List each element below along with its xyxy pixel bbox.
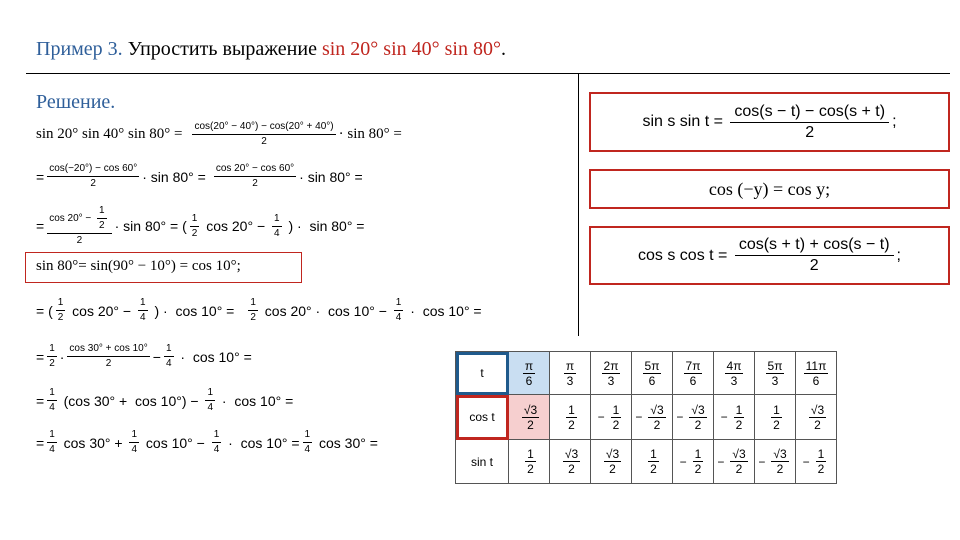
formula-text: cos (−y) = cos y;	[708, 178, 831, 199]
fraction	[523, 359, 535, 388]
step-text: ) · sin 80° =	[284, 218, 365, 234]
numerator: √3	[605, 447, 620, 461]
fraction	[689, 403, 706, 432]
fraction	[725, 359, 744, 388]
denominator: 2	[192, 134, 335, 147]
step-text: cos 30° =	[315, 434, 378, 451]
header-t: t	[456, 352, 509, 395]
numerator: cos 30° + cos 10°	[69, 343, 148, 354]
denominator: 3	[564, 373, 576, 388]
denominator: 3	[725, 373, 744, 388]
denominator: 2	[612, 417, 620, 432]
fraction	[816, 447, 827, 476]
table-cell-cos	[550, 395, 591, 440]
denominator: 4	[165, 358, 172, 369]
fraction	[730, 447, 747, 476]
table-cell-sin	[591, 440, 632, 484]
table-cell-angle	[673, 352, 714, 395]
denominator: 2	[650, 462, 657, 476]
table-cell-cos	[755, 395, 796, 440]
step-line-6	[36, 344, 252, 369]
denominator: 2	[47, 176, 139, 189]
table-cell-cos	[673, 395, 714, 440]
numerator: 1	[735, 402, 743, 417]
cell-value	[561, 359, 579, 388]
step-line-8	[36, 430, 378, 455]
numerator: π	[565, 358, 575, 373]
step-text: (cos 30° + cos 10°) −	[59, 392, 203, 409]
table-cell-sin	[509, 440, 550, 484]
step-text: =	[36, 392, 45, 409]
title-period: .	[500, 38, 506, 60]
numerator: 11π	[805, 358, 827, 373]
cell-value	[681, 359, 706, 388]
formula-left: cos s cos t =	[638, 246, 732, 264]
example-number: Пример 3.	[36, 38, 123, 60]
fraction	[643, 359, 662, 388]
numerator: √3	[523, 402, 538, 417]
table-cell-sin	[796, 440, 837, 484]
denominator: 2	[522, 417, 539, 432]
sign: −	[720, 410, 728, 424]
denominator: 6	[684, 373, 703, 388]
table-cell-cos	[591, 395, 632, 440]
fraction	[611, 403, 622, 432]
fraction	[47, 206, 111, 246]
fraction	[602, 359, 621, 388]
denominator: 2	[99, 220, 105, 231]
solution-heading: Решение.	[36, 91, 116, 113]
numerator: 5π	[767, 358, 783, 373]
cell-value	[717, 447, 750, 476]
cell-value	[722, 359, 747, 388]
cell-value	[721, 403, 748, 432]
fraction	[566, 403, 577, 432]
step-line-3	[36, 206, 364, 246]
step-line-2	[36, 164, 363, 189]
denominator: 6	[804, 373, 829, 388]
denominator: 2	[604, 461, 621, 476]
denominator: 2	[191, 227, 198, 239]
step-text: cos 30° +	[59, 434, 127, 451]
cell-value	[676, 403, 709, 432]
cell-value	[520, 359, 538, 388]
cell-value	[642, 447, 662, 476]
denominator: 4	[213, 444, 220, 455]
table-cell-sin	[550, 440, 591, 484]
step-line-5	[36, 298, 482, 323]
denominator: 4	[395, 312, 402, 323]
fraction	[648, 447, 659, 476]
table-cell-angle	[509, 352, 550, 395]
fraction	[730, 102, 889, 143]
denominator: 2	[689, 417, 706, 432]
denominator: 4	[131, 444, 138, 455]
fraction	[47, 164, 139, 189]
denominator: 2	[568, 417, 575, 432]
cell-value	[758, 447, 791, 476]
numerator: 1	[694, 447, 702, 461]
numerator: √3	[650, 402, 664, 417]
cell-value	[557, 447, 583, 476]
sign: −	[635, 410, 643, 424]
fraction	[97, 206, 107, 231]
fraction	[47, 388, 57, 413]
fraction	[648, 403, 665, 432]
denominator: 2	[735, 417, 743, 432]
step-text: ·	[59, 348, 65, 365]
numerator: √3	[773, 447, 787, 461]
sign: −	[676, 410, 684, 424]
step-text: sin 80°= sin(90° − 10°) = cos 10°;	[36, 258, 241, 274]
fraction	[47, 344, 57, 369]
denominator: 4	[49, 444, 55, 455]
numerator: 1	[274, 212, 280, 224]
table-row-angles	[456, 352, 837, 395]
fraction	[67, 344, 149, 369]
step-text: =	[36, 168, 45, 185]
table-cell-angle	[550, 352, 591, 395]
step-text: · cos 10° =	[176, 348, 252, 365]
step-text: cos 10° −	[142, 434, 209, 451]
cell-value	[803, 403, 829, 432]
fraction	[809, 403, 826, 432]
numerator: √3	[564, 447, 579, 461]
cell-value	[560, 403, 580, 432]
fraction	[248, 298, 258, 323]
fraction	[272, 214, 282, 239]
numerator: 1	[49, 343, 55, 354]
numerator: 5π	[644, 358, 660, 373]
header-sin: sin t	[456, 440, 509, 484]
denominator: 2	[730, 122, 889, 143]
table-cell-sin	[714, 440, 755, 484]
formula-box-cos-even	[589, 169, 950, 209]
fraction	[525, 447, 536, 476]
table-cell-angle	[796, 352, 837, 395]
step-text: · sin 80° = (	[114, 218, 187, 234]
fraction	[771, 403, 782, 432]
title-divider	[26, 73, 950, 74]
step-text: · sin 80° =	[142, 168, 206, 185]
trig-values-table	[455, 351, 837, 484]
formula-end: ;	[892, 113, 897, 130]
cell-value	[516, 403, 542, 432]
fraction	[804, 359, 829, 388]
cell-value	[803, 447, 830, 476]
denominator: 2	[67, 356, 149, 369]
denominator: 4	[304, 444, 311, 455]
cell-value	[598, 403, 625, 432]
step-text: · cos 10° =	[218, 392, 294, 409]
fraction	[564, 359, 576, 388]
numerator: π	[524, 358, 534, 373]
numerator: 1	[817, 447, 825, 461]
denominator: 6	[523, 373, 535, 388]
step-text: cos 20° −	[68, 302, 135, 319]
fraction	[56, 298, 66, 323]
numerator: 1	[650, 447, 657, 461]
step-line-4	[36, 258, 241, 275]
step-text: ) · cos 10° =	[150, 302, 235, 319]
table-cell-angle	[755, 352, 796, 395]
step-text: =	[36, 434, 45, 451]
numerator: cos(−20°) − cos 60°	[49, 163, 138, 174]
cell-value	[598, 447, 624, 476]
table-cell-angle	[632, 352, 673, 395]
fraction	[129, 430, 139, 455]
step-text: sin 20° sin 40° sin 80° =	[36, 126, 183, 142]
denominator: 2	[809, 417, 826, 432]
denominator: 3	[602, 373, 621, 388]
fraction	[164, 344, 174, 369]
denominator: 6	[643, 373, 662, 388]
table-cell-cos	[632, 395, 673, 440]
fraction	[190, 214, 200, 239]
fraction	[522, 403, 539, 432]
cell-value	[519, 447, 539, 476]
step-text: cos 20° −	[202, 218, 270, 234]
numerator: 1	[527, 447, 534, 461]
fraction	[214, 164, 296, 189]
numerator: 1	[140, 297, 146, 308]
step-text: · sin 80° =	[299, 168, 363, 185]
numerator: 1	[49, 387, 55, 398]
step-text: · sin 80° =	[338, 126, 402, 142]
sign: −	[717, 454, 725, 469]
step-text: · cos 10° =	[406, 302, 482, 319]
denominator: 4	[49, 402, 55, 413]
formula-box-sin-product	[589, 92, 950, 152]
denominator: 2	[214, 176, 296, 189]
fraction	[684, 359, 703, 388]
numerator: cos(s + t) + cos(s − t)	[738, 236, 890, 253]
fraction	[735, 235, 894, 276]
denominator: 4	[274, 227, 280, 239]
step-text: cos 20° · cos 10° −	[260, 302, 391, 319]
fraction	[205, 388, 215, 413]
step-text: =	[36, 218, 45, 234]
numerator: 2π	[603, 358, 619, 373]
cell-value	[599, 359, 624, 388]
denominator: 4	[207, 402, 214, 413]
denominator: 3	[766, 373, 785, 388]
step-text: · cos 10° =	[224, 434, 300, 451]
denominator: 2	[694, 462, 702, 476]
fraction	[604, 447, 621, 476]
fraction	[192, 122, 335, 147]
step-line-7	[36, 388, 293, 413]
sign: −	[758, 454, 766, 469]
cell-value	[765, 403, 785, 432]
numerator: cos(20° − 40°) − cos(20° + 40°)	[194, 121, 334, 132]
fraction	[693, 447, 704, 476]
numerator: √3	[732, 447, 746, 461]
table-cell-sin	[673, 440, 714, 484]
numerator: cos(s − t) − cos(s + t)	[734, 102, 886, 120]
table-cell-cos	[714, 395, 755, 440]
denominator: 2	[250, 312, 256, 323]
formula-left: sin s sin t =	[642, 113, 728, 130]
table-row-sin	[456, 440, 837, 484]
numerator: cos 20° − cos 60°	[215, 163, 295, 174]
denominator: 2	[57, 312, 64, 323]
table-cell-sin	[632, 440, 673, 484]
header-cos: cos t	[456, 395, 509, 440]
numerator: 1	[250, 297, 256, 308]
table-cell-angle	[714, 352, 755, 395]
table-cell-sin	[755, 440, 796, 484]
numerator: 1	[165, 343, 172, 354]
table-row-cos	[456, 395, 837, 440]
denominator: 2	[648, 417, 665, 432]
numerator: 1	[131, 429, 138, 440]
fraction	[766, 359, 785, 388]
fraction	[734, 403, 745, 432]
fraction	[138, 298, 148, 323]
numerator: 1	[773, 402, 780, 417]
numerator: 4π	[726, 358, 742, 373]
column-divider	[578, 74, 579, 336]
fraction	[303, 430, 313, 455]
fraction	[771, 447, 788, 476]
sign: −	[802, 454, 810, 469]
numerator: 1	[612, 402, 620, 417]
step-text: −	[152, 348, 161, 365]
numerator: 1	[207, 387, 214, 398]
denominator: 4	[140, 312, 146, 323]
denominator: 2	[49, 358, 55, 369]
fraction	[394, 298, 404, 323]
numerator: 1	[191, 212, 198, 224]
cell-value	[763, 359, 788, 388]
step-text: = (	[36, 302, 53, 319]
task-expression: sin 20° sin 40° sin 80°	[321, 38, 501, 60]
cell-value	[680, 447, 707, 476]
numerator: 1	[49, 429, 55, 440]
numerator: 1	[568, 402, 575, 417]
sign: −	[679, 454, 687, 469]
numerator-text: cos 20° −	[49, 212, 95, 224]
fraction	[47, 430, 57, 455]
table-cell-cos	[796, 395, 837, 440]
denominator: 2	[527, 462, 534, 476]
table-cell-angle	[591, 352, 632, 395]
step-text: =	[36, 348, 45, 365]
fraction	[212, 430, 222, 455]
sign: −	[597, 410, 605, 424]
denominator: 2	[773, 417, 780, 432]
task-text: Упростить выражение	[122, 38, 322, 60]
cell-value	[640, 359, 665, 388]
numerator: √3	[691, 402, 705, 417]
table-cell-cos	[509, 395, 550, 440]
denominator: 2	[730, 461, 747, 476]
example-title	[36, 38, 506, 61]
numerator: 1	[57, 297, 64, 308]
denominator: 2	[817, 462, 825, 476]
fraction	[563, 447, 580, 476]
formula-end: ;	[896, 246, 901, 264]
denominator: 2	[771, 461, 788, 476]
numerator: 1	[304, 429, 311, 440]
numerator: 1	[213, 429, 220, 440]
numerator: 1	[99, 205, 105, 216]
numerator	[47, 206, 111, 233]
formula-box-cos-product	[589, 226, 950, 285]
denominator: 2	[735, 255, 894, 276]
numerator: 7π	[685, 358, 701, 373]
denominator: 2	[47, 233, 111, 246]
numerator: √3	[810, 402, 825, 417]
numerator: 1	[395, 297, 402, 308]
step-line-1	[36, 122, 402, 147]
cell-value	[801, 359, 832, 388]
denominator: 2	[563, 461, 580, 476]
cell-value	[635, 403, 668, 432]
